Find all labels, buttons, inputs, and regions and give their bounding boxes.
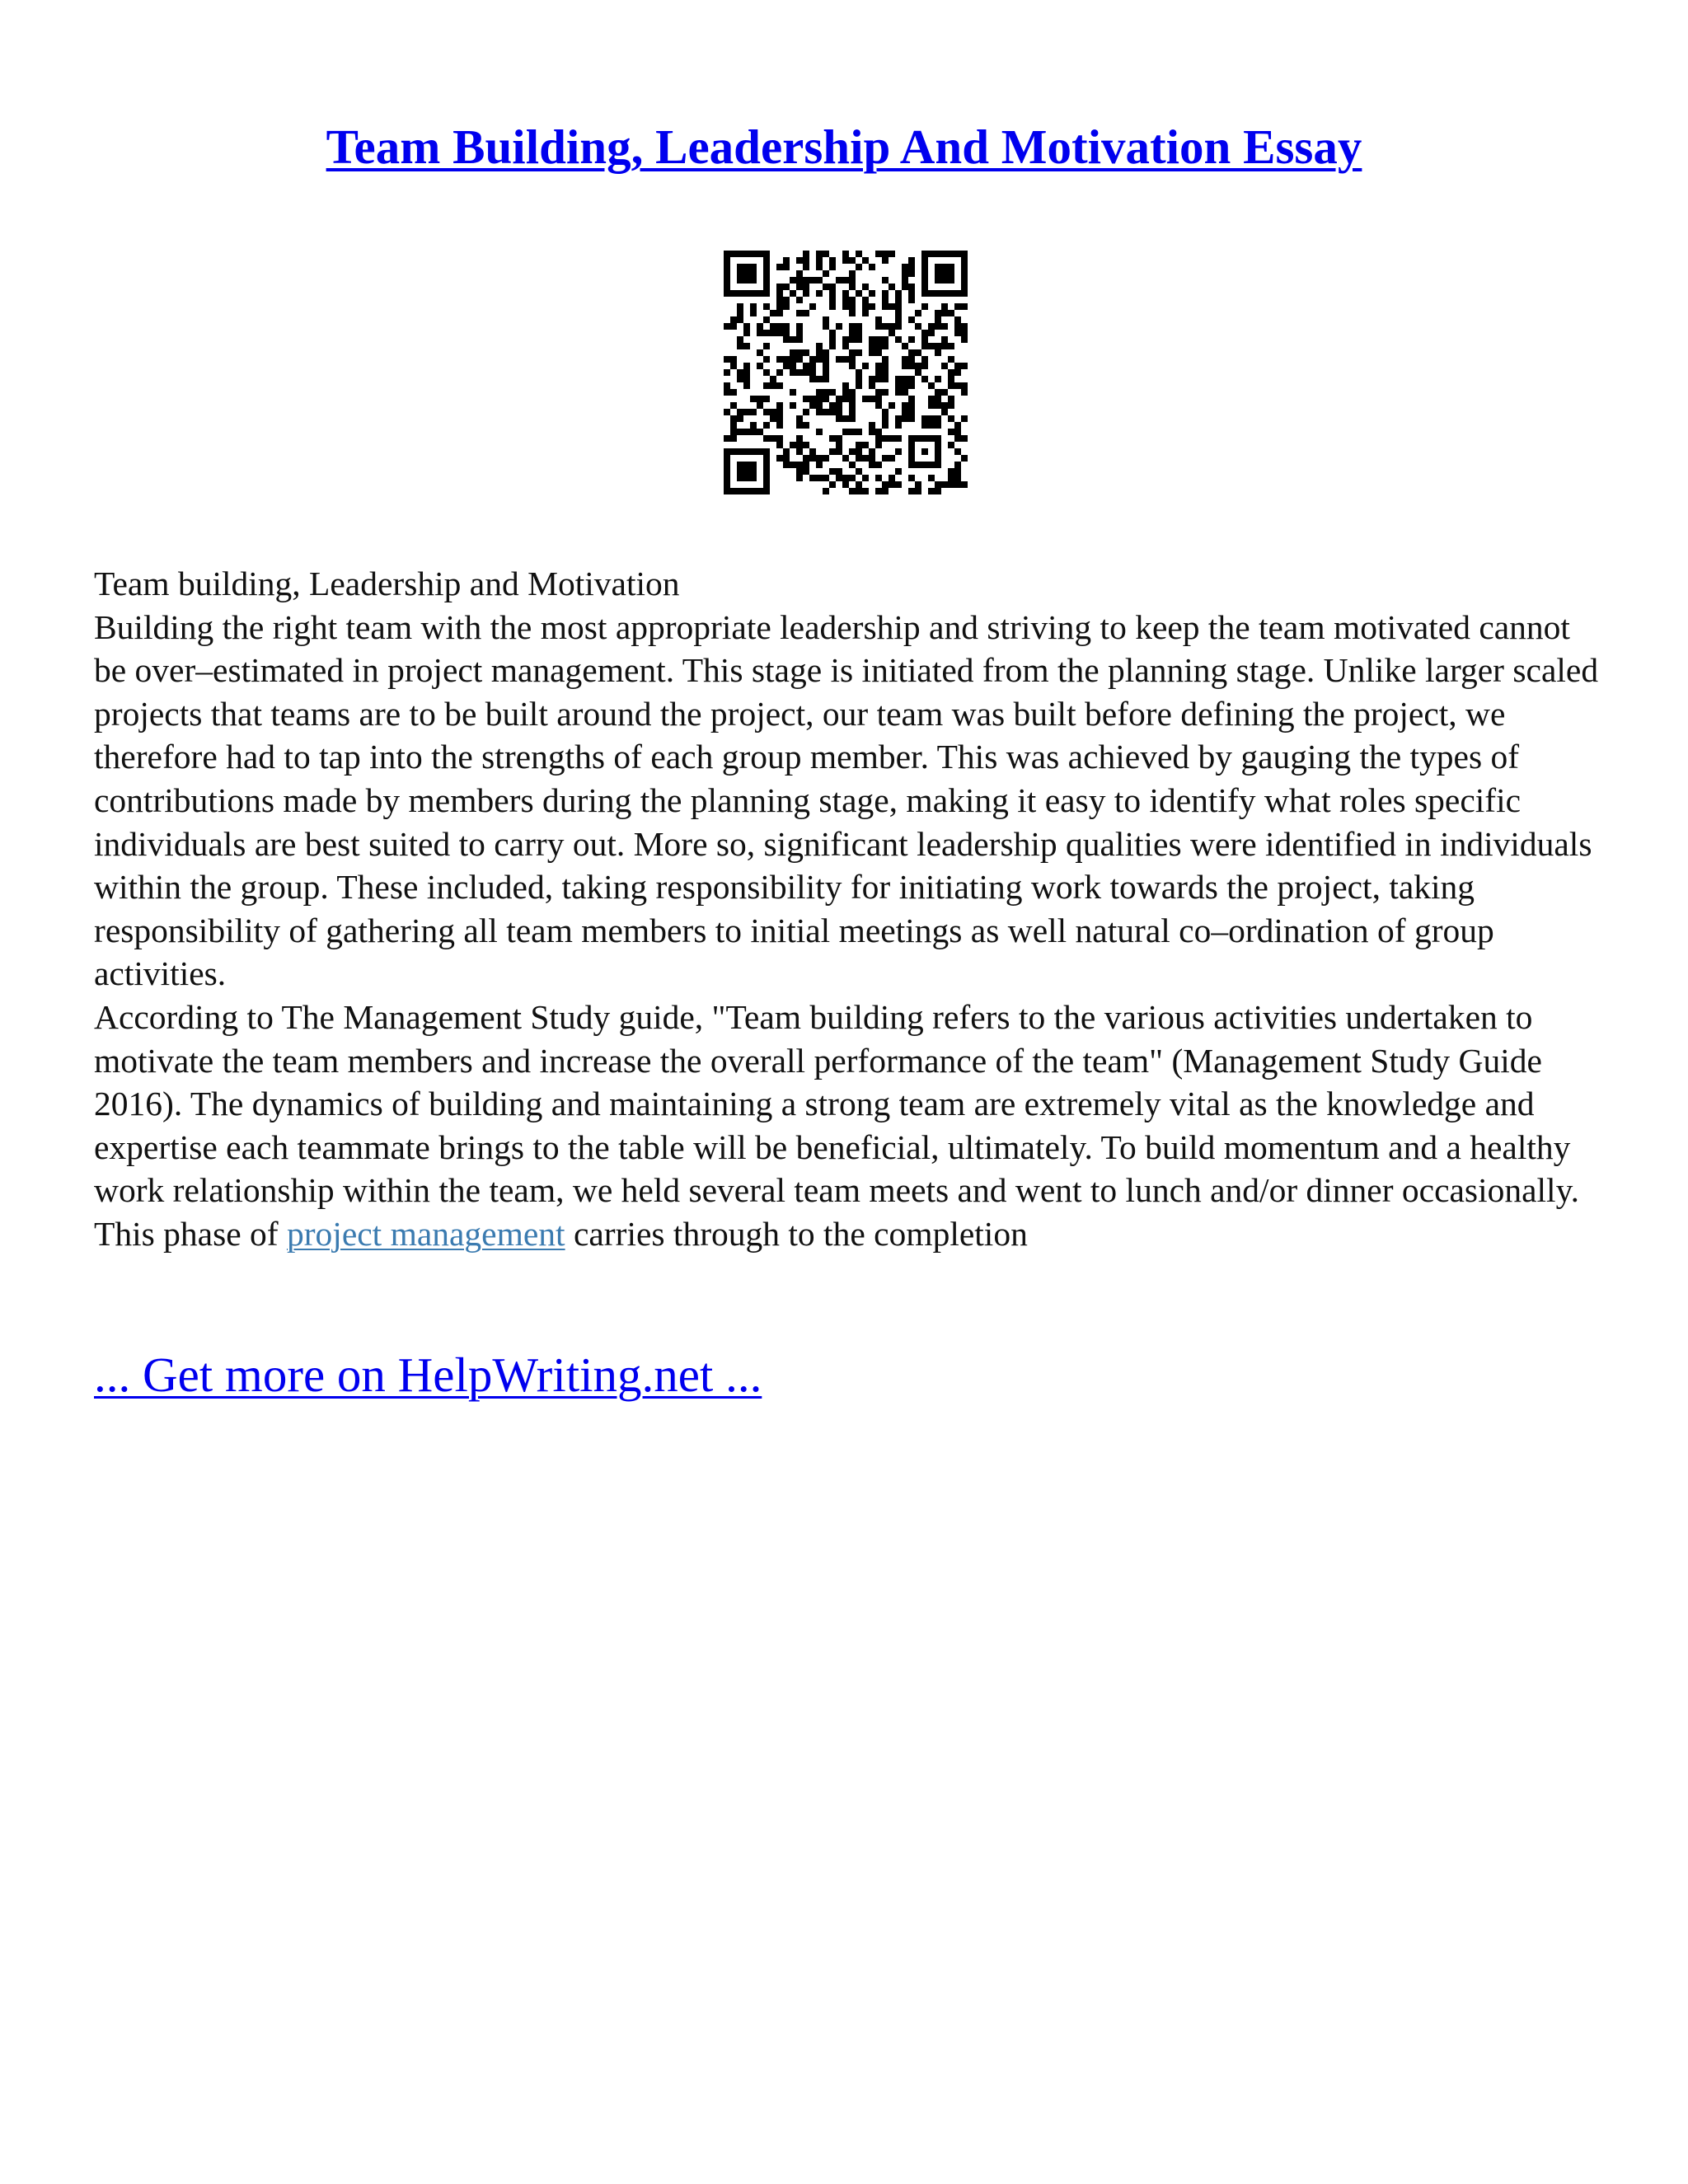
project-management-link[interactable]: project management <box>286 1214 565 1253</box>
qr-code-icon <box>724 251 968 494</box>
body-heading-line: Team building, Leadership and Motivation <box>94 565 680 602</box>
body-paragraph-1: Building the right team with the most appropriate leadership and striving to keep the team motivated cannot be over–estimated in project management. This stage is initiated from the planning stage. Unlike larger scaled projects that teams are to be built around the project, our team was built before defining the project, we therefore had to tap into the strengths of each group member. This was achieved by gauging the types of contributions made by members during the planning stage, making it easy to identify what roles specific individuals are best suited to carry out. More so, significant leadership qualities were identified in individuals within the group. These included, taking responsibility for initiating work towards the project, taking responsibility of gathering all team members to initial meetings as well natural co–ordination of group activities. <box>94 607 1599 993</box>
essay-body <box>94 562 1611 1256</box>
title-link[interactable]: Team Building, Leadership And Motivation Essay <box>326 120 1362 174</box>
paragraph-2-text-end: carries through to the completion <box>565 1214 1028 1253</box>
paragraph-2-text-start: According to The Management Study guide, "Team building refers to the various activities undertaken to motivate the team members and increase the overall performance of the team" (Management Study Guide 2016). The dynamics of building and maintaining a strong team are extremely vital as the knowledge and expertise each teammate brings to the table will be beneficial, ultimately. To build momentum and a healthy work relationship within the team, we held several team meets and went to lunch and/or dinner occasionally. This phase of <box>94 997 1580 1253</box>
body-paragraph-2 <box>94 996 1611 1256</box>
page-title <box>0 114 1688 180</box>
get-more-link[interactable]: ... Get more on HelpWriting.net ... <box>94 1347 762 1402</box>
